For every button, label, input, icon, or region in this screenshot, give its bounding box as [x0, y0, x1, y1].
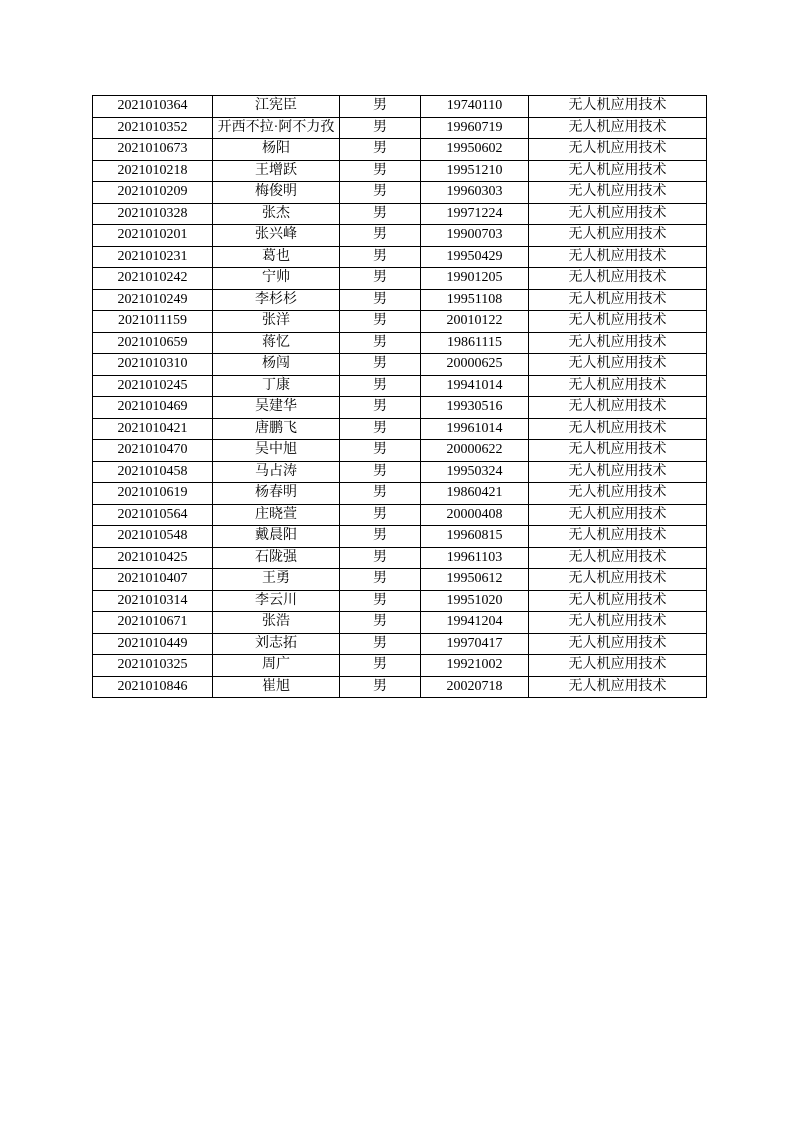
- cell-gender: 男: [340, 569, 421, 591]
- cell-student_id: 2021010310: [93, 354, 213, 376]
- cell-major: 无人机应用技术: [529, 289, 707, 311]
- cell-gender: 男: [340, 289, 421, 311]
- cell-major: 无人机应用技术: [529, 418, 707, 440]
- table-row: [93, 461, 707, 483]
- table-row: [93, 547, 707, 569]
- cell-birth_date: 19960719: [421, 117, 529, 139]
- cell-gender: 男: [340, 655, 421, 677]
- cell-student_id: 2021010242: [93, 268, 213, 290]
- cell-birth_date: 19951210: [421, 160, 529, 182]
- cell-birth_date: 19950602: [421, 139, 529, 161]
- cell-name: 戴晨阳: [213, 526, 340, 548]
- cell-student_id: 2021011159: [93, 311, 213, 333]
- cell-student_id: 2021010245: [93, 375, 213, 397]
- table-row: [93, 440, 707, 462]
- cell-birth_date: 19950429: [421, 246, 529, 268]
- cell-major: 无人机应用技术: [529, 139, 707, 161]
- cell-birth_date: 20000408: [421, 504, 529, 526]
- cell-name: 吴建华: [213, 397, 340, 419]
- cell-gender: 男: [340, 96, 421, 118]
- cell-name: 王增跃: [213, 160, 340, 182]
- cell-gender: 男: [340, 311, 421, 333]
- cell-name: 李云川: [213, 590, 340, 612]
- cell-name: 王勇: [213, 569, 340, 591]
- table-row: [93, 375, 707, 397]
- cell-major: 无人机应用技术: [529, 246, 707, 268]
- cell-birth_date: 19921002: [421, 655, 529, 677]
- table-row: [93, 332, 707, 354]
- cell-name: 开西不拉·阿不力孜: [213, 117, 340, 139]
- table-row: [93, 225, 707, 247]
- cell-birth_date: 19960303: [421, 182, 529, 204]
- cell-gender: 男: [340, 676, 421, 698]
- cell-major: 无人机应用技术: [529, 526, 707, 548]
- cell-major: 无人机应用技术: [529, 225, 707, 247]
- cell-student_id: 2021010218: [93, 160, 213, 182]
- cell-major: 无人机应用技术: [529, 332, 707, 354]
- cell-major: 无人机应用技术: [529, 633, 707, 655]
- cell-major: 无人机应用技术: [529, 311, 707, 333]
- cell-gender: 男: [340, 375, 421, 397]
- table-row: [93, 160, 707, 182]
- cell-birth_date: 19951108: [421, 289, 529, 311]
- cell-gender: 男: [340, 440, 421, 462]
- cell-gender: 男: [340, 246, 421, 268]
- table-row: [93, 139, 707, 161]
- table-row: [93, 397, 707, 419]
- cell-student_id: 2021010659: [93, 332, 213, 354]
- cell-student_id: 2021010201: [93, 225, 213, 247]
- table-row: [93, 246, 707, 268]
- cell-student_id: 2021010449: [93, 633, 213, 655]
- cell-major: 无人机应用技术: [529, 160, 707, 182]
- student-roster-table: [92, 95, 707, 698]
- table-row: [93, 655, 707, 677]
- table-row: [93, 590, 707, 612]
- cell-student_id: 2021010328: [93, 203, 213, 225]
- cell-birth_date: 20000625: [421, 354, 529, 376]
- table-row: [93, 676, 707, 698]
- table-row: [93, 203, 707, 225]
- cell-major: 无人机应用技术: [529, 375, 707, 397]
- cell-birth_date: 19740110: [421, 96, 529, 118]
- cell-name: 刘志拓: [213, 633, 340, 655]
- cell-birth_date: 19950612: [421, 569, 529, 591]
- roster-table-body: [93, 96, 707, 698]
- cell-major: 无人机应用技术: [529, 461, 707, 483]
- cell-major: 无人机应用技术: [529, 268, 707, 290]
- table-row: [93, 612, 707, 634]
- cell-birth_date: 19971224: [421, 203, 529, 225]
- cell-student_id: 2021010314: [93, 590, 213, 612]
- table-row: [93, 289, 707, 311]
- cell-major: 无人机应用技术: [529, 483, 707, 505]
- cell-birth_date: 19900703: [421, 225, 529, 247]
- cell-name: 江宪臣: [213, 96, 340, 118]
- cell-gender: 男: [340, 397, 421, 419]
- table-row: [93, 633, 707, 655]
- cell-student_id: 2021010421: [93, 418, 213, 440]
- cell-name: 张浩: [213, 612, 340, 634]
- cell-birth_date: 19951020: [421, 590, 529, 612]
- cell-name: 宁帅: [213, 268, 340, 290]
- cell-birth_date: 19901205: [421, 268, 529, 290]
- cell-student_id: 2021010231: [93, 246, 213, 268]
- cell-student_id: 2021010364: [93, 96, 213, 118]
- cell-major: 无人机应用技术: [529, 397, 707, 419]
- cell-birth_date: 19970417: [421, 633, 529, 655]
- table-row: [93, 182, 707, 204]
- cell-gender: 男: [340, 526, 421, 548]
- table-row: [93, 418, 707, 440]
- cell-birth_date: 20000622: [421, 440, 529, 462]
- cell-gender: 男: [340, 633, 421, 655]
- cell-gender: 男: [340, 182, 421, 204]
- cell-name: 吴中旭: [213, 440, 340, 462]
- cell-name: 张杰: [213, 203, 340, 225]
- cell-student_id: 2021010548: [93, 526, 213, 548]
- table-row: [93, 504, 707, 526]
- cell-gender: 男: [340, 354, 421, 376]
- cell-name: 梅俊明: [213, 182, 340, 204]
- cell-major: 无人机应用技术: [529, 569, 707, 591]
- cell-name: 丁康: [213, 375, 340, 397]
- cell-birth_date: 19950324: [421, 461, 529, 483]
- table-row: [93, 354, 707, 376]
- cell-major: 无人机应用技术: [529, 547, 707, 569]
- cell-birth_date: 19861115: [421, 332, 529, 354]
- cell-birth_date: 19961014: [421, 418, 529, 440]
- cell-gender: 男: [340, 504, 421, 526]
- cell-student_id: 2021010209: [93, 182, 213, 204]
- cell-name: 唐鹏飞: [213, 418, 340, 440]
- cell-student_id: 2021010249: [93, 289, 213, 311]
- cell-gender: 男: [340, 268, 421, 290]
- cell-student_id: 2021010470: [93, 440, 213, 462]
- table-row: [93, 268, 707, 290]
- cell-student_id: 2021010407: [93, 569, 213, 591]
- cell-student_id: 2021010671: [93, 612, 213, 634]
- cell-student_id: 2021010846: [93, 676, 213, 698]
- cell-name: 张兴峰: [213, 225, 340, 247]
- cell-major: 无人机应用技术: [529, 203, 707, 225]
- cell-gender: 男: [340, 461, 421, 483]
- cell-name: 庄晓萱: [213, 504, 340, 526]
- cell-name: 张洋: [213, 311, 340, 333]
- cell-gender: 男: [340, 203, 421, 225]
- cell-student_id: 2021010352: [93, 117, 213, 139]
- cell-gender: 男: [340, 139, 421, 161]
- cell-gender: 男: [340, 612, 421, 634]
- cell-gender: 男: [340, 590, 421, 612]
- cell-birth_date: 19860421: [421, 483, 529, 505]
- table-row: [93, 117, 707, 139]
- cell-birth_date: 19961103: [421, 547, 529, 569]
- table-row: [93, 526, 707, 548]
- cell-birth_date: 19930516: [421, 397, 529, 419]
- cell-gender: 男: [340, 332, 421, 354]
- cell-student_id: 2021010325: [93, 655, 213, 677]
- table-row: [93, 311, 707, 333]
- cell-birth_date: 19960815: [421, 526, 529, 548]
- cell-name: 周广: [213, 655, 340, 677]
- cell-major: 无人机应用技术: [529, 182, 707, 204]
- cell-gender: 男: [340, 418, 421, 440]
- cell-student_id: 2021010564: [93, 504, 213, 526]
- cell-gender: 男: [340, 483, 421, 505]
- cell-major: 无人机应用技术: [529, 676, 707, 698]
- cell-major: 无人机应用技术: [529, 117, 707, 139]
- cell-name: 葛也: [213, 246, 340, 268]
- cell-major: 无人机应用技术: [529, 655, 707, 677]
- cell-student_id: 2021010458: [93, 461, 213, 483]
- cell-name: 杨阳: [213, 139, 340, 161]
- cell-gender: 男: [340, 117, 421, 139]
- table-row: [93, 569, 707, 591]
- cell-name: 李杉杉: [213, 289, 340, 311]
- cell-name: 蒋忆: [213, 332, 340, 354]
- cell-major: 无人机应用技术: [529, 440, 707, 462]
- cell-major: 无人机应用技术: [529, 612, 707, 634]
- cell-name: 石陇强: [213, 547, 340, 569]
- table-row: [93, 96, 707, 118]
- cell-gender: 男: [340, 547, 421, 569]
- cell-name: 杨春明: [213, 483, 340, 505]
- cell-name: 崔旭: [213, 676, 340, 698]
- cell-major: 无人机应用技术: [529, 504, 707, 526]
- cell-student_id: 2021010469: [93, 397, 213, 419]
- cell-major: 无人机应用技术: [529, 96, 707, 118]
- table-row: [93, 483, 707, 505]
- cell-major: 无人机应用技术: [529, 590, 707, 612]
- cell-gender: 男: [340, 160, 421, 182]
- cell-name: 马占涛: [213, 461, 340, 483]
- cell-student_id: 2021010673: [93, 139, 213, 161]
- cell-birth_date: 20010122: [421, 311, 529, 333]
- cell-name: 杨闯: [213, 354, 340, 376]
- cell-birth_date: 19941014: [421, 375, 529, 397]
- cell-birth_date: 20020718: [421, 676, 529, 698]
- cell-student_id: 2021010425: [93, 547, 213, 569]
- cell-gender: 男: [340, 225, 421, 247]
- cell-student_id: 2021010619: [93, 483, 213, 505]
- cell-major: 无人机应用技术: [529, 354, 707, 376]
- cell-birth_date: 19941204: [421, 612, 529, 634]
